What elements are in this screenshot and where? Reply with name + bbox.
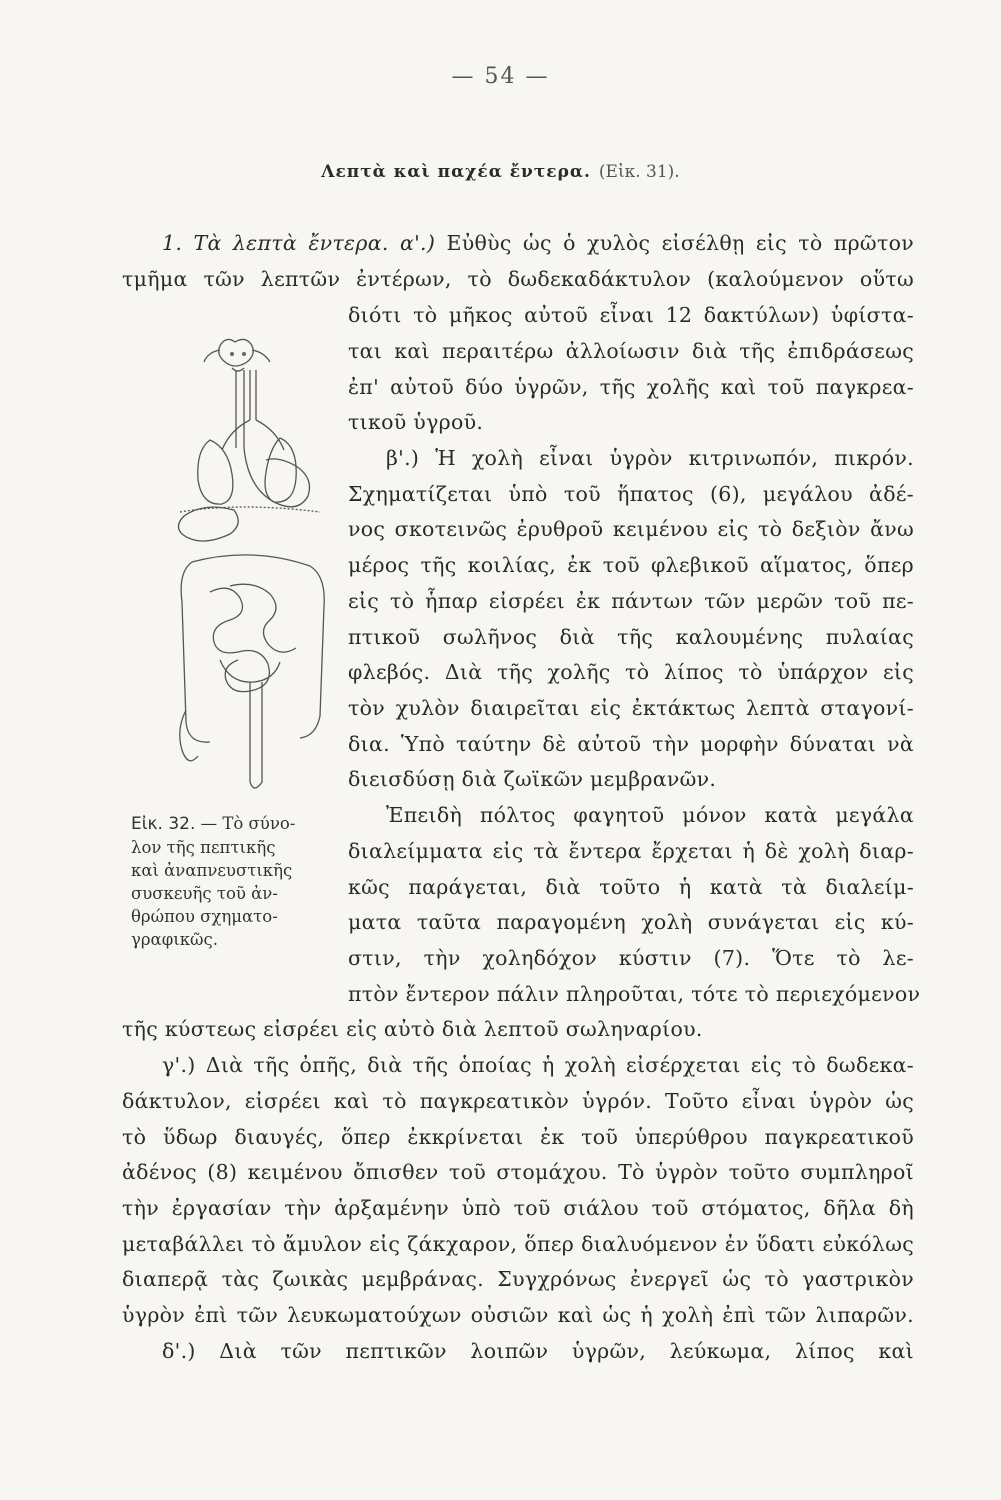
text-line: 1. Τὰ λεπτὰ ἔντερα. α'.) Εὐθὺς ὡς ὁ χυλὸς εἰσέλθῃ εἰς τὸ πρῶτον — [162, 231, 914, 255]
text-line: τικοῦ ὑγροῦ. — [348, 410, 484, 434]
page-number: — 54 — — [451, 64, 550, 89]
figure-caption-line: λον τῆς πεπτικῆς — [131, 838, 276, 857]
text-line: τὸ ὕδωρ διαυγές, ὅπερ ἐκκρίνεται ἐκ τοῦ ὑπερύθρου παγκρεατικοῦ — [122, 1125, 914, 1149]
text-line: ται καὶ περαιτέρω ἀλλοίωσιν διὰ τῆς ἐπιδράσεως — [348, 339, 914, 363]
text-line: διεισδύσῃ διὰ ζωϊκῶν μεμβρανῶν. — [348, 767, 717, 791]
text-line: δάκτυλον, εἰσρέει καὶ τὸ παγκρεατικὸν ὑγρόν. Τοῦτο εἶναι ὑγρὸν ὡς — [122, 1089, 914, 1113]
text-line: πτικοῦ σωλῆνος διὰ τῆς καλουμένης πυλαίας — [348, 625, 914, 649]
section-heading — [0, 162, 1001, 182]
text-line: διότι τὸ μῆκος αὐτοῦ εἶναι 12 δακτύλων) ὑφίστα- — [348, 303, 914, 327]
text-line: ἀδένος (8) κειμένου ὄπισθεν τοῦ στομάχου. Τὸ ὑγρὸν τοῦτο συμπληροῖ — [122, 1160, 914, 1184]
text-line: β'.) Ἡ χολὴ εἶναι ὑγρὸν κιτρινωπόν, πικρόν. — [386, 446, 914, 470]
text-line: νος σκοτεινῶς ἐρυθροῦ κειμένου εἰς τὸ δεξιὸν ἄνω — [348, 517, 914, 541]
text-line: τὸν χυλὸν διαιρεῖται εἰς ἐκτάκτως λεπτὰ σταγονί- — [348, 696, 914, 720]
text-line: δ'.) Διὰ τῶν πεπτικῶν λοιπῶν ὑγρῶν, λεύκωμα, λίπος καὶ — [162, 1339, 914, 1363]
digestive-system-figure — [140, 330, 340, 800]
section-heading-title: Λεπτὰ καὶ παχέα ἔντερα. — [321, 162, 591, 182]
text-line: φλεβός. Διὰ τῆς χολῆς τὸ λίπος τὸ ὑπάρχον εἰς — [348, 660, 914, 684]
text-line: διαλείμματα εἰς τὰ ἔντερα ἔρχεται ἡ δὲ χολὴ διαρ- — [348, 839, 914, 863]
figure-caption-line: καὶ ἀναπνευστικῆς — [131, 861, 293, 880]
text-line: στιν, τὴν χοληδόχον κύστιν (7). Ὅτε τὸ λε- — [348, 946, 914, 970]
text-line: μεταβάλλει τὸ ἄμυλον εἰς ζάκχαρον, ὅπερ διαλυόμενον ἐν ὕδατι εὐκόλως — [122, 1232, 914, 1256]
text-line: δια. Ὑπὸ ταύτην δὲ αὐτοῦ τὴν μορφὴν δύναται νὰ — [348, 732, 914, 756]
figure-caption-line: — Τὸ σύνο- — [200, 814, 296, 833]
text-line: κῶς παράγεται, διὰ τοῦτο ἡ κατὰ τὰ διαλείμ- — [348, 875, 914, 899]
figure-caption — [131, 812, 346, 951]
subsection-lead: 1. Τὰ λεπτὰ ἔντερα. α'.) — [162, 231, 436, 255]
text-line: ὑγρὸν ἐπὶ τῶν λευκωματούχων οὐσιῶν καὶ ὡς ἡ χολὴ ἐπὶ τῶν λιπαρῶν. — [122, 1303, 914, 1327]
text-line: πτὸν ἔντερον πάλιν πληροῦται, τότε τὸ περιεχόμενον — [348, 982, 921, 1006]
figure-caption-label: Εἰκ. 32. — [131, 814, 196, 834]
figure-caption-line: θρώπου σχηματο- — [131, 907, 278, 926]
figure-caption-line: γραφικῶς. — [131, 930, 218, 949]
text-line: ματα ταῦτα παραγομένη χολὴ συνάγεται εἰς κύ- — [348, 910, 914, 934]
text-line: ἐπ' αὐτοῦ δύο ὑγρῶν, τῆς χολῆς καὶ τοῦ παγκρεα- — [348, 375, 914, 399]
text-line: τῆς κύστεως εἰσρέει εἰς αὐτὸ διὰ λεπτοῦ σωληναρίου. — [122, 1017, 703, 1041]
section-heading-figure-ref: (Εἰκ. 31). — [598, 162, 680, 182]
text-line: εἰς τὸ ἧπαρ εἰσρέει ἐκ πάντων τῶν μερῶν τοῦ πε- — [348, 589, 914, 613]
digestive-system-illustration — [140, 330, 340, 800]
text-line: γ'.) Διὰ τῆς ὀπῆς, διὰ τῆς ὁποίας ἡ χολὴ εἰσέρχεται εἰς τὸ δωδεκα- — [162, 1053, 914, 1077]
figure-caption-line: συσκευῆς τοῦ ἀν- — [131, 884, 278, 903]
text-line: Σχηματίζεται ὑπὸ τοῦ ἥπατος (6), μεγάλου ἀδέ- — [348, 482, 914, 506]
text-line: τμῆμα τῶν λεπτῶν ἐντέρων, τὸ δωδεκαδάκτυλον (καλούμενον οὕτω — [122, 267, 914, 291]
text-line: μέρος τῆς κοιλίας, ἐκ τοῦ φλεβικοῦ αἵματος, ὅπερ — [348, 553, 914, 577]
text-line: τὴν ἐργασίαν τὴν ἀρξαμένην ὑπὸ τοῦ σιάλου τοῦ στόματος, δῆλα δὴ — [122, 1196, 914, 1220]
text-line: διαπερᾷ τὰς ζωικὰς μεμβράνας. Συγχρόνως ἐνεργεῖ ὡς τὸ γαστρικὸν — [122, 1267, 914, 1291]
text-line: Ἐπειδὴ πόλτος φαγητοῦ μόνον κατὰ μεγάλα — [386, 803, 914, 827]
